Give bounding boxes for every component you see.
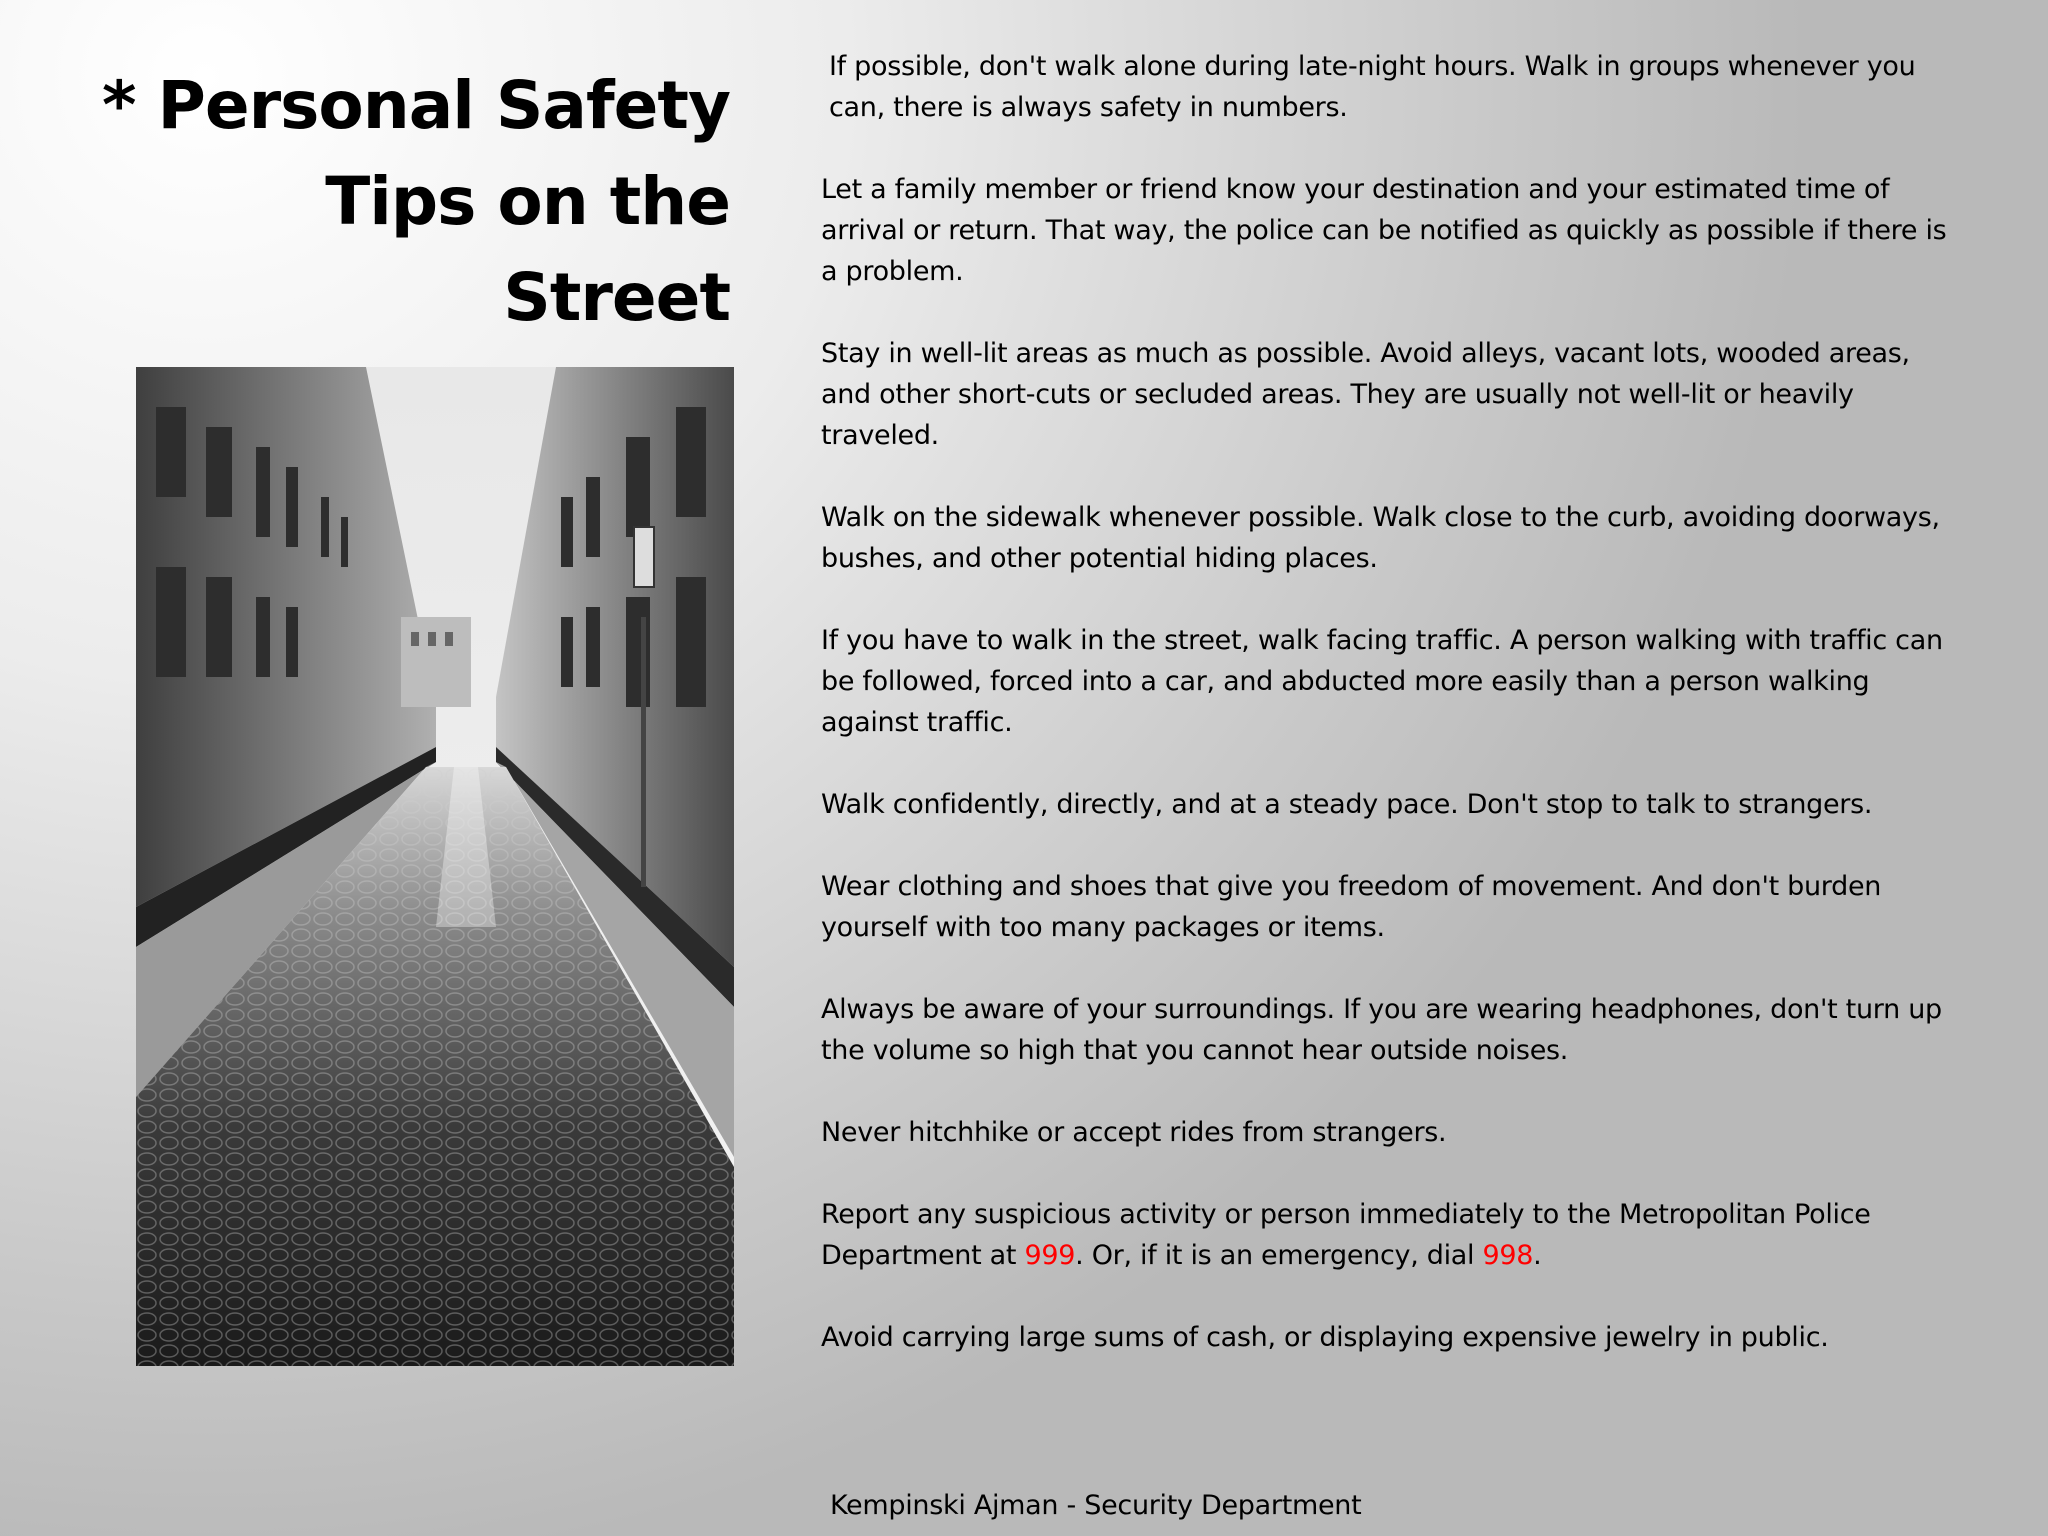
tip-item: Let a family member or friend know your destination and your estimated time of arrival or return. That way, the police can be notified as quickly as possible if there is a problem. xyxy=(821,174,1947,287)
title-line-2: Tips on the Street xyxy=(325,163,730,336)
page-title xyxy=(100,58,730,346)
tip-item: Wear clothing and shoes that give you freedom of movement. And don't burden yourself with too many packages or items. xyxy=(821,871,1882,943)
tip-item-report xyxy=(821,1194,1961,1276)
tip-item: Walk on the sidewalk whenever possible. Walk close to the curb, avoiding doorways, bushes, and other potential hiding places. xyxy=(821,502,1940,574)
tip-item: Never hitchhike or accept rides from strangers. xyxy=(821,1117,1447,1148)
emergency-number: 998 xyxy=(1482,1240,1534,1271)
report-text-3: . xyxy=(1533,1240,1542,1271)
police-number: 999 xyxy=(1024,1240,1076,1271)
safety-tips-list xyxy=(821,46,1961,1399)
report-text-2: . Or, if it is an emergency, dial xyxy=(1075,1240,1483,1271)
tip-item: If you have to walk in the street, walk facing traffic. A person walking with traffic can be followed, forced into a car, and abducted more easily than a person walking against traffic. xyxy=(821,625,1943,738)
tip-item: If possible, don't walk alone during late-night hours. Walk in groups whenever you can, there is always safety in numbers. xyxy=(829,51,1916,123)
tip-item: Avoid carrying large sums of cash, or displaying expensive jewelry in public. xyxy=(821,1322,1829,1353)
tip-item: Always be aware of your surroundings. If you are wearing headphones, don't turn up the volume so high that you cannot hear outside noises. xyxy=(821,994,1942,1066)
tip-item: Walk confidently, directly, and at a steady pace. Don't stop to talk to strangers. xyxy=(821,789,1873,820)
report-text-1: Report any suspicious activity or person immediately to the Metropolitan Police Department at xyxy=(821,1199,1871,1271)
tip-item: Stay in well-lit areas as much as possible. Avoid alleys, vacant lots, wooded areas, and other short-cuts or secluded areas. They are usually not well-lit or heavily traveled. xyxy=(821,338,1910,451)
street-photo-image xyxy=(136,367,734,1366)
title-line-1: * Personal Safety xyxy=(101,67,730,144)
footer-text: Kempinski Ajman - Security Department xyxy=(830,1490,1362,1521)
